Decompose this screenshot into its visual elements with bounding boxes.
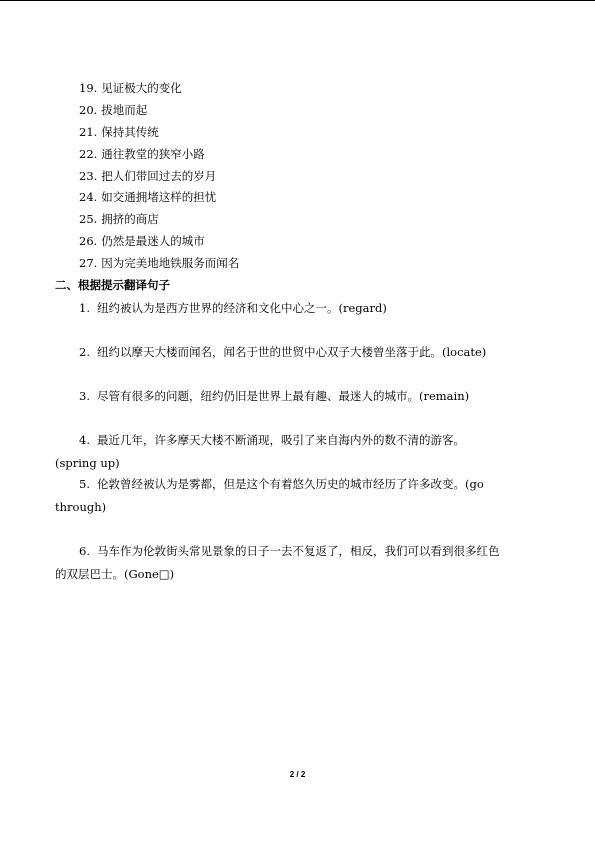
item-text: 拔地而起 <box>101 102 148 117</box>
translation-item <box>55 385 505 408</box>
item-number: 4. <box>79 433 90 447</box>
list-item <box>79 253 539 275</box>
item-text: 尽管有很多的问题，纽约仍旧是世界上最有趣、最迷人的城市。(remain) <box>96 389 470 403</box>
list-item <box>79 78 539 100</box>
phrase-list <box>79 78 539 275</box>
translation-item <box>55 297 505 320</box>
item-text: 纽约以摩天大楼而闻名，闻名于世的世贸中心双子大楼曾坐落于此。(locate) <box>96 345 487 359</box>
top-border-line <box>0 0 595 1</box>
translation-item <box>55 473 505 519</box>
item-text: 最近几年，许多摩天大楼不断涌现，吸引了来自海内外的数不清的游客。(spring up) <box>55 433 465 470</box>
section-heading: 二、根据提示翻译句子 <box>55 278 170 292</box>
item-text: 如交通拥堵这样的担忧 <box>101 190 217 205</box>
list-item <box>79 231 539 253</box>
item-number: 26. <box>79 234 98 249</box>
item-text: 伦敦曾经被认为是雾都，但是这个有着悠久历史的城市经历了许多改变。(go through) <box>55 477 484 514</box>
list-item <box>79 122 539 144</box>
list-item <box>79 100 539 122</box>
item-number: 6. <box>79 544 90 558</box>
item-text: 拥挤的商店 <box>101 212 159 227</box>
list-item <box>79 166 539 188</box>
item-number: 3. <box>79 389 90 403</box>
item-number: 25. <box>79 212 98 227</box>
item-number: 19. <box>79 81 98 95</box>
item-number: 21. <box>79 124 98 139</box>
item-text: 马车作为伦敦街头常见景象的日子一去不复返了，相反，我们可以看到很多红色的双层巴士。(Gone□) <box>55 544 500 581</box>
item-text: 保持其传统 <box>101 124 159 139</box>
item-text: 通往教堂的狭窄小路 <box>101 146 205 161</box>
item-number: 1. <box>79 301 90 315</box>
item-text: 仍然是最迷人的城市 <box>101 234 205 249</box>
item-text: 因为完美地地铁服务而闻名 <box>101 256 240 271</box>
list-item <box>79 187 539 209</box>
translation-item <box>55 540 505 586</box>
item-number: 2. <box>79 345 90 359</box>
translation-item <box>55 429 505 475</box>
item-number: 22. <box>79 146 98 161</box>
item-text: 见证极大的变化 <box>101 81 182 95</box>
list-item <box>79 209 539 231</box>
item-text: 把人们带回过去的岁月 <box>101 168 217 183</box>
item-number: 27. <box>79 256 98 271</box>
page-number: 2 / 2 <box>289 770 306 779</box>
item-number: 24. <box>79 190 98 205</box>
item-number: 20. <box>79 102 98 117</box>
item-number: 5. <box>79 477 90 491</box>
list-item <box>79 144 539 166</box>
item-text: 纽约被认为是西方世界的经济和文化中心之一。(regard) <box>96 301 387 315</box>
item-number: 23. <box>79 168 98 183</box>
translation-item <box>55 341 505 364</box>
